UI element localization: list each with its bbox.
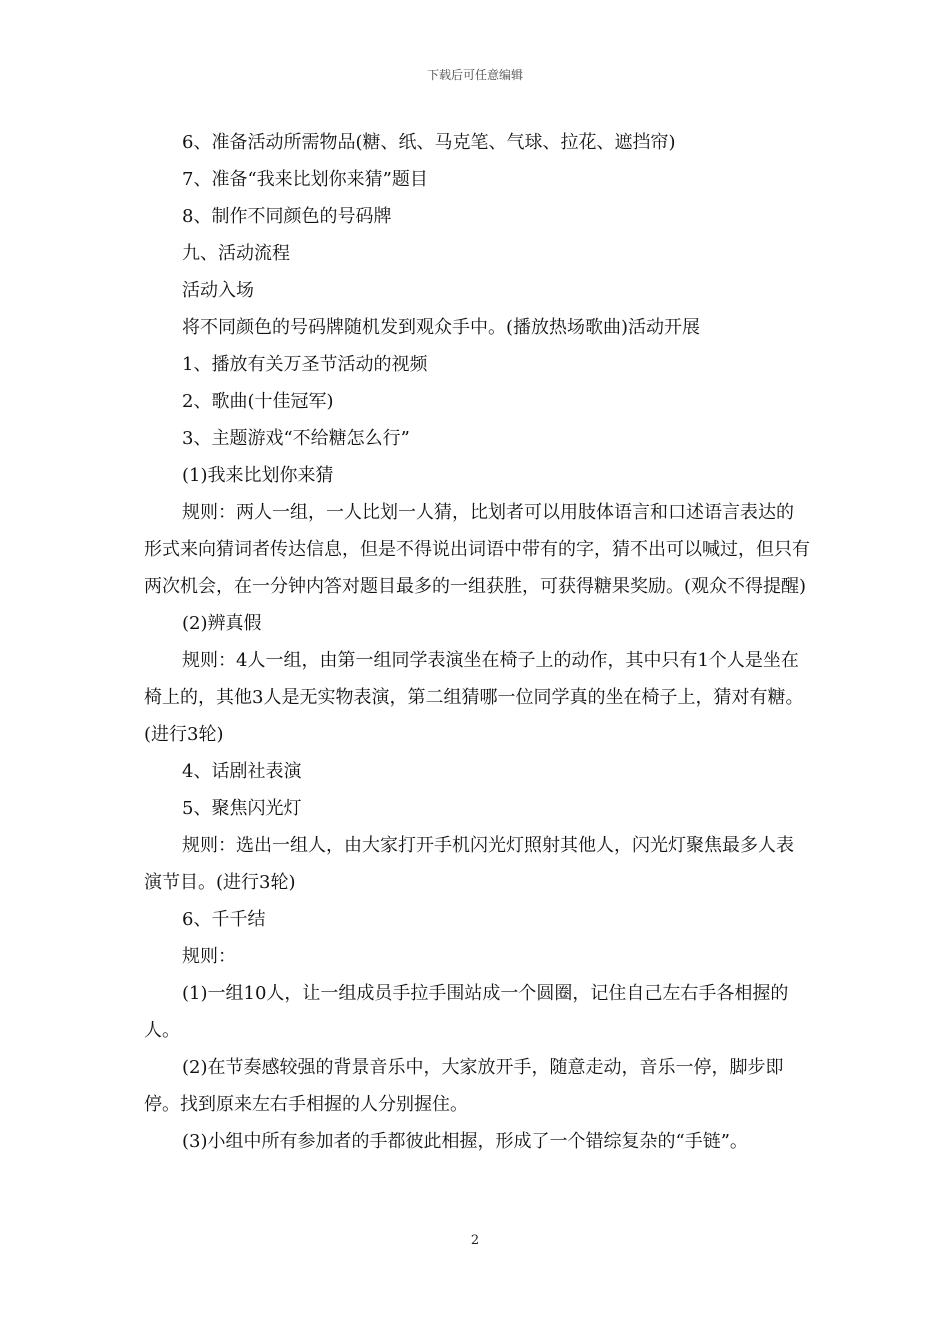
rules-paragraph: 规则：选出一组人，由大家打开手机闪光灯照射其他人，闪光灯聚焦最多人表演节目。(进行3轮) [144, 835, 794, 893]
paragraph: 5、聚焦闪光灯 [182, 798, 302, 819]
paragraph: 2、歌曲(十佳冠军) [182, 391, 334, 412]
rules-paragraph: 规则：两人一组，一人比划一人猜，比划者可以用肢体语言和口述语言表达的形式来向猜词者传达信息，但是不得说出词语中带有的字，猜不出可以喊过，但只有两次机会，在一分钟内答对题目最多的一组获胜，可获得糖果奖励。(观众不得提醒) [144, 502, 810, 597]
paragraph: 将不同颜色的号码牌随机发到观众手中。(播放热场歌曲)活动开展 [182, 317, 701, 338]
paragraph: 活动入场 [182, 280, 254, 301]
rules-paragraph: (2)在节奏感较强的背景音乐中，大家放开手，随意走动，音乐一停，脚步即停。找到原来左右手相握的人分别握住。 [144, 1057, 784, 1115]
page-number: 2 [470, 1233, 480, 1248]
document-body [144, 124, 810, 1160]
rules-paragraph: (1)一组10人，让一组成员手拉手围站成一个圆圈，记住自己左右手各相握的人。 [144, 983, 789, 1041]
paragraph: 3、主题游戏“不给糖怎么行” [182, 428, 410, 449]
paragraph: 7、准备“我来比划你来猜”题目 [182, 169, 428, 190]
paragraph: 规则： [182, 946, 236, 967]
paragraph: 6、准备活动所需物品(糖、纸、马克笔、气球、拉花、遮挡帘) [182, 132, 676, 153]
paragraph: 6、千千结 [182, 909, 266, 930]
section-heading: 九、活动流程 [182, 243, 290, 264]
paragraph: 1、播放有关万圣节活动的视频 [182, 354, 428, 375]
rules-paragraph: (3)小组中所有参加者的手都彼此相握，形成了一个错综复杂的“手链”。 [182, 1131, 748, 1152]
paragraph: 4、话剧社表演 [182, 761, 302, 782]
paragraph: 8、制作不同颜色的号码牌 [182, 206, 392, 227]
page-header: 下载后可任意编辑 [426, 68, 523, 82]
rules-paragraph: 规则：4人一组，由第一组同学表演坐在椅子上的动作，其中只有1个人是坐在椅上的，其他3人是无实物表演，第二组猜哪一位同学真的坐在椅子上，猜对有糖。(进行3轮) [144, 650, 804, 745]
paragraph: (1)我来比划你来猜 [182, 465, 334, 486]
paragraph: (2)辨真假 [182, 613, 262, 634]
